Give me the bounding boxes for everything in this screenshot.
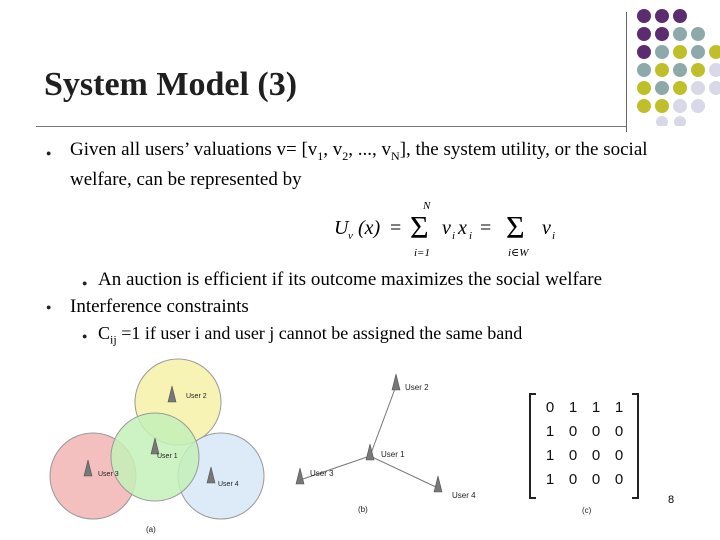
dot-row-2 bbox=[637, 27, 705, 41]
dot bbox=[637, 99, 651, 113]
dot-row-7 bbox=[656, 116, 686, 126]
antenna-icon bbox=[434, 476, 442, 492]
figure-b-user2-label: User 2 bbox=[405, 383, 429, 392]
formula-term1-sub: i bbox=[452, 230, 456, 242]
formula-term2: v bbox=[542, 217, 551, 239]
dot bbox=[655, 99, 669, 113]
dot bbox=[637, 81, 651, 95]
dot-row-5 bbox=[637, 81, 720, 95]
figure-b-user1-label: User 1 bbox=[381, 450, 405, 459]
matrix-cell: 1 bbox=[545, 471, 555, 488]
formula-term2-sub: i bbox=[552, 230, 556, 242]
graph-edge bbox=[370, 456, 438, 488]
bullet-text: ], the system utility, or the social welfare, can be represented by bbox=[70, 139, 648, 190]
matrix-cell: 0 bbox=[591, 447, 601, 464]
dot bbox=[691, 45, 705, 59]
dot bbox=[637, 27, 651, 41]
sigma-icon: Σ bbox=[506, 209, 525, 245]
dot bbox=[655, 45, 669, 59]
decorative-dot-grid bbox=[630, 6, 720, 126]
antenna-icon bbox=[392, 374, 400, 390]
bullet-text: , v bbox=[323, 139, 343, 160]
social-welfare-formula bbox=[330, 196, 580, 260]
matrix-cell: 1 bbox=[545, 423, 555, 440]
dot bbox=[637, 45, 651, 59]
figure-c-matrix bbox=[528, 392, 648, 518]
dot-row-1 bbox=[637, 9, 687, 23]
sigma-icon: Σ bbox=[410, 209, 429, 245]
antenna-icon bbox=[366, 444, 374, 460]
coverage-circle-user1 bbox=[111, 413, 199, 501]
figure-a-user2-label: User 2 bbox=[186, 393, 207, 400]
matrix-cell: 1 bbox=[614, 399, 624, 416]
bullet-interference: Interference constraints bbox=[70, 296, 249, 317]
matrix-cell: 0 bbox=[591, 471, 601, 488]
subscript: 1 bbox=[317, 148, 324, 163]
matrix-left-bracket bbox=[530, 394, 536, 498]
figure-a-user1-label: User 1 bbox=[157, 453, 178, 460]
matrix-cell: 0 bbox=[614, 471, 624, 488]
formula-equals-2: = bbox=[480, 217, 492, 239]
subscript: 2 bbox=[342, 148, 349, 163]
bullet-valuations bbox=[70, 138, 700, 191]
dot bbox=[655, 27, 669, 41]
sub-bullet-marker: ● bbox=[82, 278, 88, 288]
matrix-cell: 0 bbox=[614, 447, 624, 464]
formula-v-sub: v bbox=[348, 230, 353, 242]
matrix-cell: 0 bbox=[568, 423, 578, 440]
matrix-cell: 0 bbox=[568, 447, 578, 464]
bullet-marker: ● bbox=[46, 148, 52, 158]
formula-term1-xsub: i bbox=[469, 230, 473, 242]
bullet-marker: ● bbox=[46, 302, 52, 312]
bullet-text: Given all users’ valuations v= [v bbox=[70, 139, 318, 160]
dot bbox=[709, 45, 720, 59]
figure-b-graph bbox=[286, 362, 506, 522]
dot bbox=[655, 9, 669, 23]
dot bbox=[673, 99, 687, 113]
dot bbox=[637, 63, 651, 77]
dot bbox=[655, 63, 669, 77]
bullet-text: , ..., v bbox=[348, 139, 392, 160]
sub-bullet-marker: ● bbox=[82, 331, 88, 341]
slide-title: System Model (3) bbox=[44, 66, 298, 103]
dot bbox=[655, 81, 669, 95]
formula-x-arg: (x) bbox=[358, 217, 381, 239]
sub-bullet-cij bbox=[98, 322, 522, 352]
formula-U: U bbox=[334, 217, 349, 239]
subscript: N bbox=[391, 148, 400, 163]
formula-sum-bottom: i=1 bbox=[414, 247, 430, 259]
dot bbox=[709, 81, 720, 95]
dot bbox=[673, 9, 687, 23]
dot bbox=[673, 63, 687, 77]
dot bbox=[691, 81, 705, 95]
dot bbox=[709, 63, 720, 77]
dot bbox=[674, 116, 686, 126]
figure-b-user3-label: User 3 bbox=[310, 469, 334, 478]
dot bbox=[637, 9, 651, 23]
matrix-cell: 0 bbox=[545, 399, 555, 416]
page-number: 8 bbox=[668, 494, 675, 506]
matrix-cell: 1 bbox=[568, 399, 578, 416]
dot bbox=[673, 81, 687, 95]
sub-bullet-efficient-auction: An auction is efficient if its outcome maximizes the social welfare bbox=[98, 269, 603, 290]
bullet-text: =1 if user i and user j cannot be assigned the same band bbox=[116, 323, 523, 343]
dot bbox=[673, 45, 687, 59]
dot-row-6 bbox=[637, 99, 705, 113]
dot-row-4 bbox=[637, 63, 720, 77]
formula-sum-top: N bbox=[423, 200, 431, 212]
figure-a-caption: (a) bbox=[146, 525, 156, 534]
dot-row-3 bbox=[637, 45, 720, 59]
title-rule bbox=[36, 126, 626, 127]
matrix-cell: 0 bbox=[591, 423, 601, 440]
figure-a-coverage bbox=[44, 352, 284, 537]
matrix-cell: 0 bbox=[568, 471, 578, 488]
matrix-cell: 0 bbox=[614, 423, 624, 440]
figure-b-caption: (b) bbox=[358, 505, 368, 514]
subscript: ij bbox=[110, 332, 117, 347]
figure-b-user4-label: User 4 bbox=[452, 491, 476, 500]
formula-term1-x: x bbox=[458, 217, 467, 239]
vertical-divider bbox=[626, 12, 627, 132]
formula-term1: v bbox=[442, 217, 451, 239]
figure-a-user4-label: User 4 bbox=[218, 481, 239, 488]
dot bbox=[656, 116, 668, 126]
dot bbox=[691, 63, 705, 77]
matrix-cell: 1 bbox=[591, 399, 601, 416]
figure-c-caption: (c) bbox=[582, 506, 592, 515]
matrix-cell: 1 bbox=[545, 447, 555, 464]
formula-sum2-bottom: i∈W bbox=[508, 247, 529, 259]
antenna-icon bbox=[296, 468, 304, 484]
dot bbox=[673, 27, 687, 41]
figure-a-user3-label: User 3 bbox=[98, 471, 119, 478]
graph-edge bbox=[370, 386, 396, 456]
bullet-text: C bbox=[98, 323, 111, 343]
dot bbox=[691, 27, 705, 41]
matrix-right-bracket bbox=[632, 394, 638, 498]
formula-equals: = bbox=[390, 217, 402, 239]
dot bbox=[691, 99, 705, 113]
